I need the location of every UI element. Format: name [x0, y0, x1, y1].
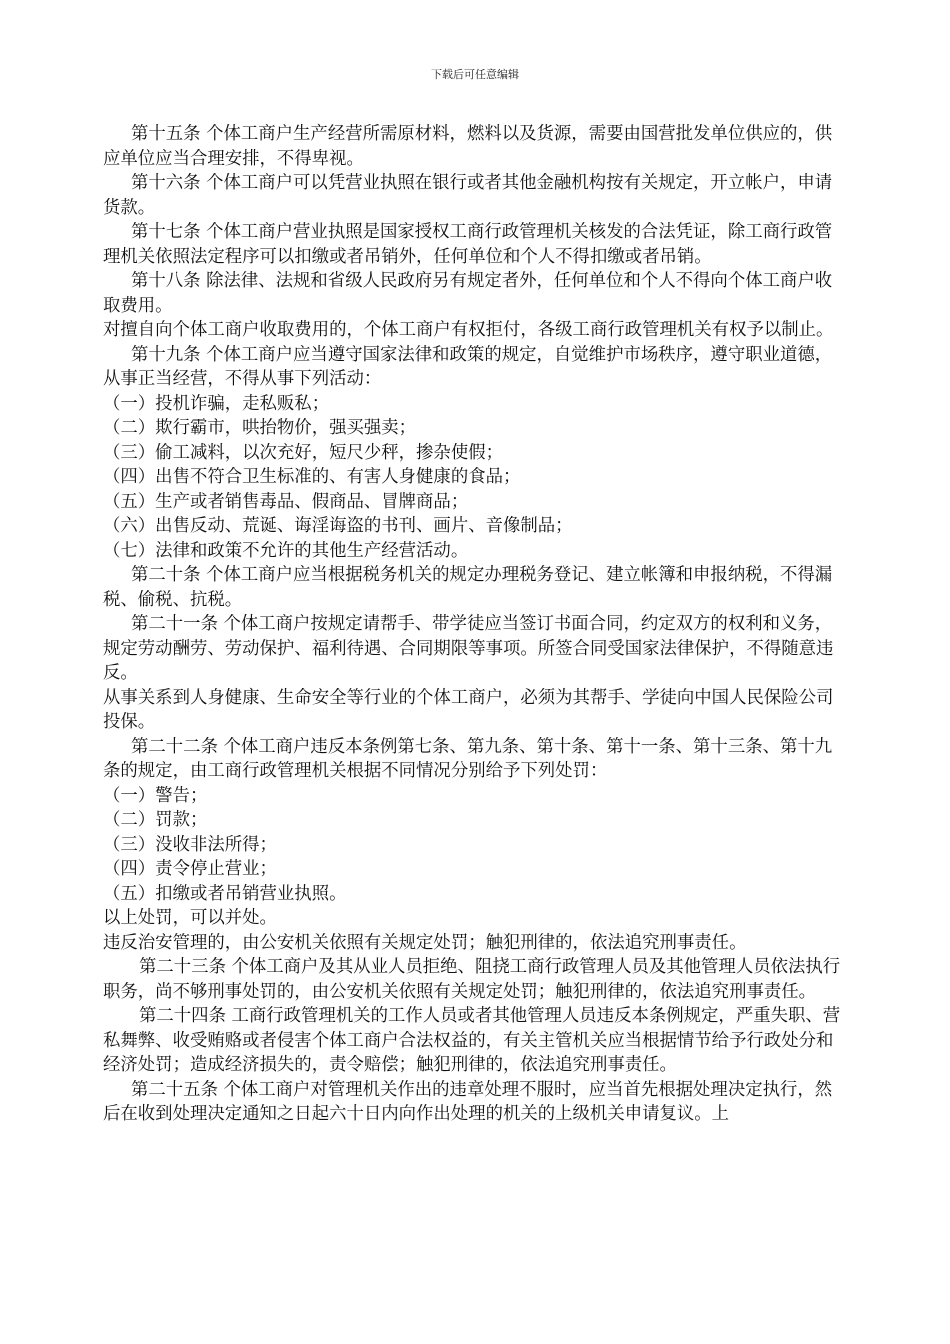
paragraph: 对擅自向个体工商户收取费用的，个体工商户有权拒付，各级工商行政管理机关有权予以制止。: [103, 320, 834, 340]
paragraph: 以上处罚，可以并处。: [103, 908, 277, 928]
paragraph: 第十七条 个体工商户营业执照是国家授权工商行政管理机关核发的合法凭证，除工商行政管理机关依照法定程序可以扣缴或者吊销外，任何单位和个人不得扣缴或者吊销。: [103, 222, 833, 267]
paragraph: 第二十五条 个体工商户对管理机关作出的违章处理不服时，应当首先根据处理决定执行，然后在收到处理决定通知之日起六十日内向作出处理的机关的上级机关申请复议。上: [103, 1079, 833, 1124]
paragraph: 第二十三条 个体工商户及其从业人员拒绝、阻挠工商行政管理人员及其他管理人员依法执行职务，尚不够刑事处罚的，由公安机关依照有关规定处罚；触犯刑律的，依法追究刑事责任。: [103, 957, 841, 1002]
paragraph: （三）偷工减料，以次充好，短尺少秤，掺杂使假；: [103, 442, 503, 463]
paragraph: 第二十四条 工商行政管理机关的工作人员或者其他管理人员违反本条例规定，严重失职、营私舞弊、收受贿赂或者侵害个体工商户合法权益的，有关主管机关应当根据情节给予行政处分和经济处罚；造成经济损失的，责令赔偿；触犯刑律的，依法追究刑事责任。: [103, 1006, 841, 1075]
paragraph: （一）投机诈骗，走私贩私；: [103, 393, 330, 414]
paragraph: 违反治安管理的，由公安机关依照有关规定处罚；触犯刑律的，依法追究刑事责任。: [103, 932, 747, 953]
paragraph: 第十六条 个体工商户可以凭营业执照在银行或者其他金融机构按有关规定，开立帐户，申请货款。: [103, 173, 833, 218]
paragraph: 第十九条 个体工商户应当遵守国家法律和政策的规定，自觉维护市场秩序，遵守职业道德，从事正当经营，不得从事下列活动：: [103, 344, 833, 389]
paragraph: 从事关系到人身健康、生命安全等行业的个体工商户，必须为其帮手、学徒向中国人民保险公司投保。: [103, 687, 834, 732]
paragraph: （六）出售反动、荒诞、诲淫诲盗的书刊、画片、音像制品；: [103, 516, 573, 536]
paragraph: （一）警告；: [103, 785, 208, 806]
paragraph: （七）法律和政策不允许的其他生产经营活动。: [103, 540, 469, 561]
page-header: 下载后可任意编辑: [431, 68, 519, 81]
paragraph: 第二十一条 个体工商户按规定请帮手、带学徒应当签订书面合同，约定双方的权利和义务，规定劳动酬劳、劳动保护、福利待遇、合同期限等事项。所签合同受国家法律保护，不得随意违反。: [103, 614, 834, 683]
paragraph: 第十五条 个体工商户生产经营所需原材料，燃料以及货源，需要由国营批发单位供应的，供应单位应当合理安排，不得卑视。: [103, 124, 833, 169]
paragraph: （五）扣缴或者吊销营业执照。: [103, 883, 347, 904]
paragraph: 第二十二条 个体工商户违反本条例第七条、第九条、第十条、第十一条、第十三条、第十九条的规定，由工商行政管理机关根据不同情况分别给予下列处罚：: [103, 736, 833, 781]
paragraph: （二）罚款；: [103, 810, 208, 830]
document-body: [103, 122, 847, 1127]
paragraph: （五）生产或者销售毒品、假商品、冒牌商品；: [103, 491, 469, 512]
paragraph: （四）出售不符合卫生标准的、有害人身健康的食品；: [103, 467, 521, 487]
paragraph: （四）责令停止营业；: [103, 859, 277, 879]
paragraph: 第十八条 除法律、法规和省级人民政府另有规定者外，任何单位和个人不得向个体工商户收取费用。: [103, 271, 833, 316]
paragraph: （二）欺行霸市，哄抬物价，强买强卖；: [103, 418, 417, 438]
paragraph: 第二十条 个体工商户应当根据税务机关的规定办理税务登记、建立帐簿和申报纳税，不得漏税、偷税、抗税。: [103, 565, 833, 610]
paragraph: （三）没收非法所得；: [103, 834, 277, 855]
